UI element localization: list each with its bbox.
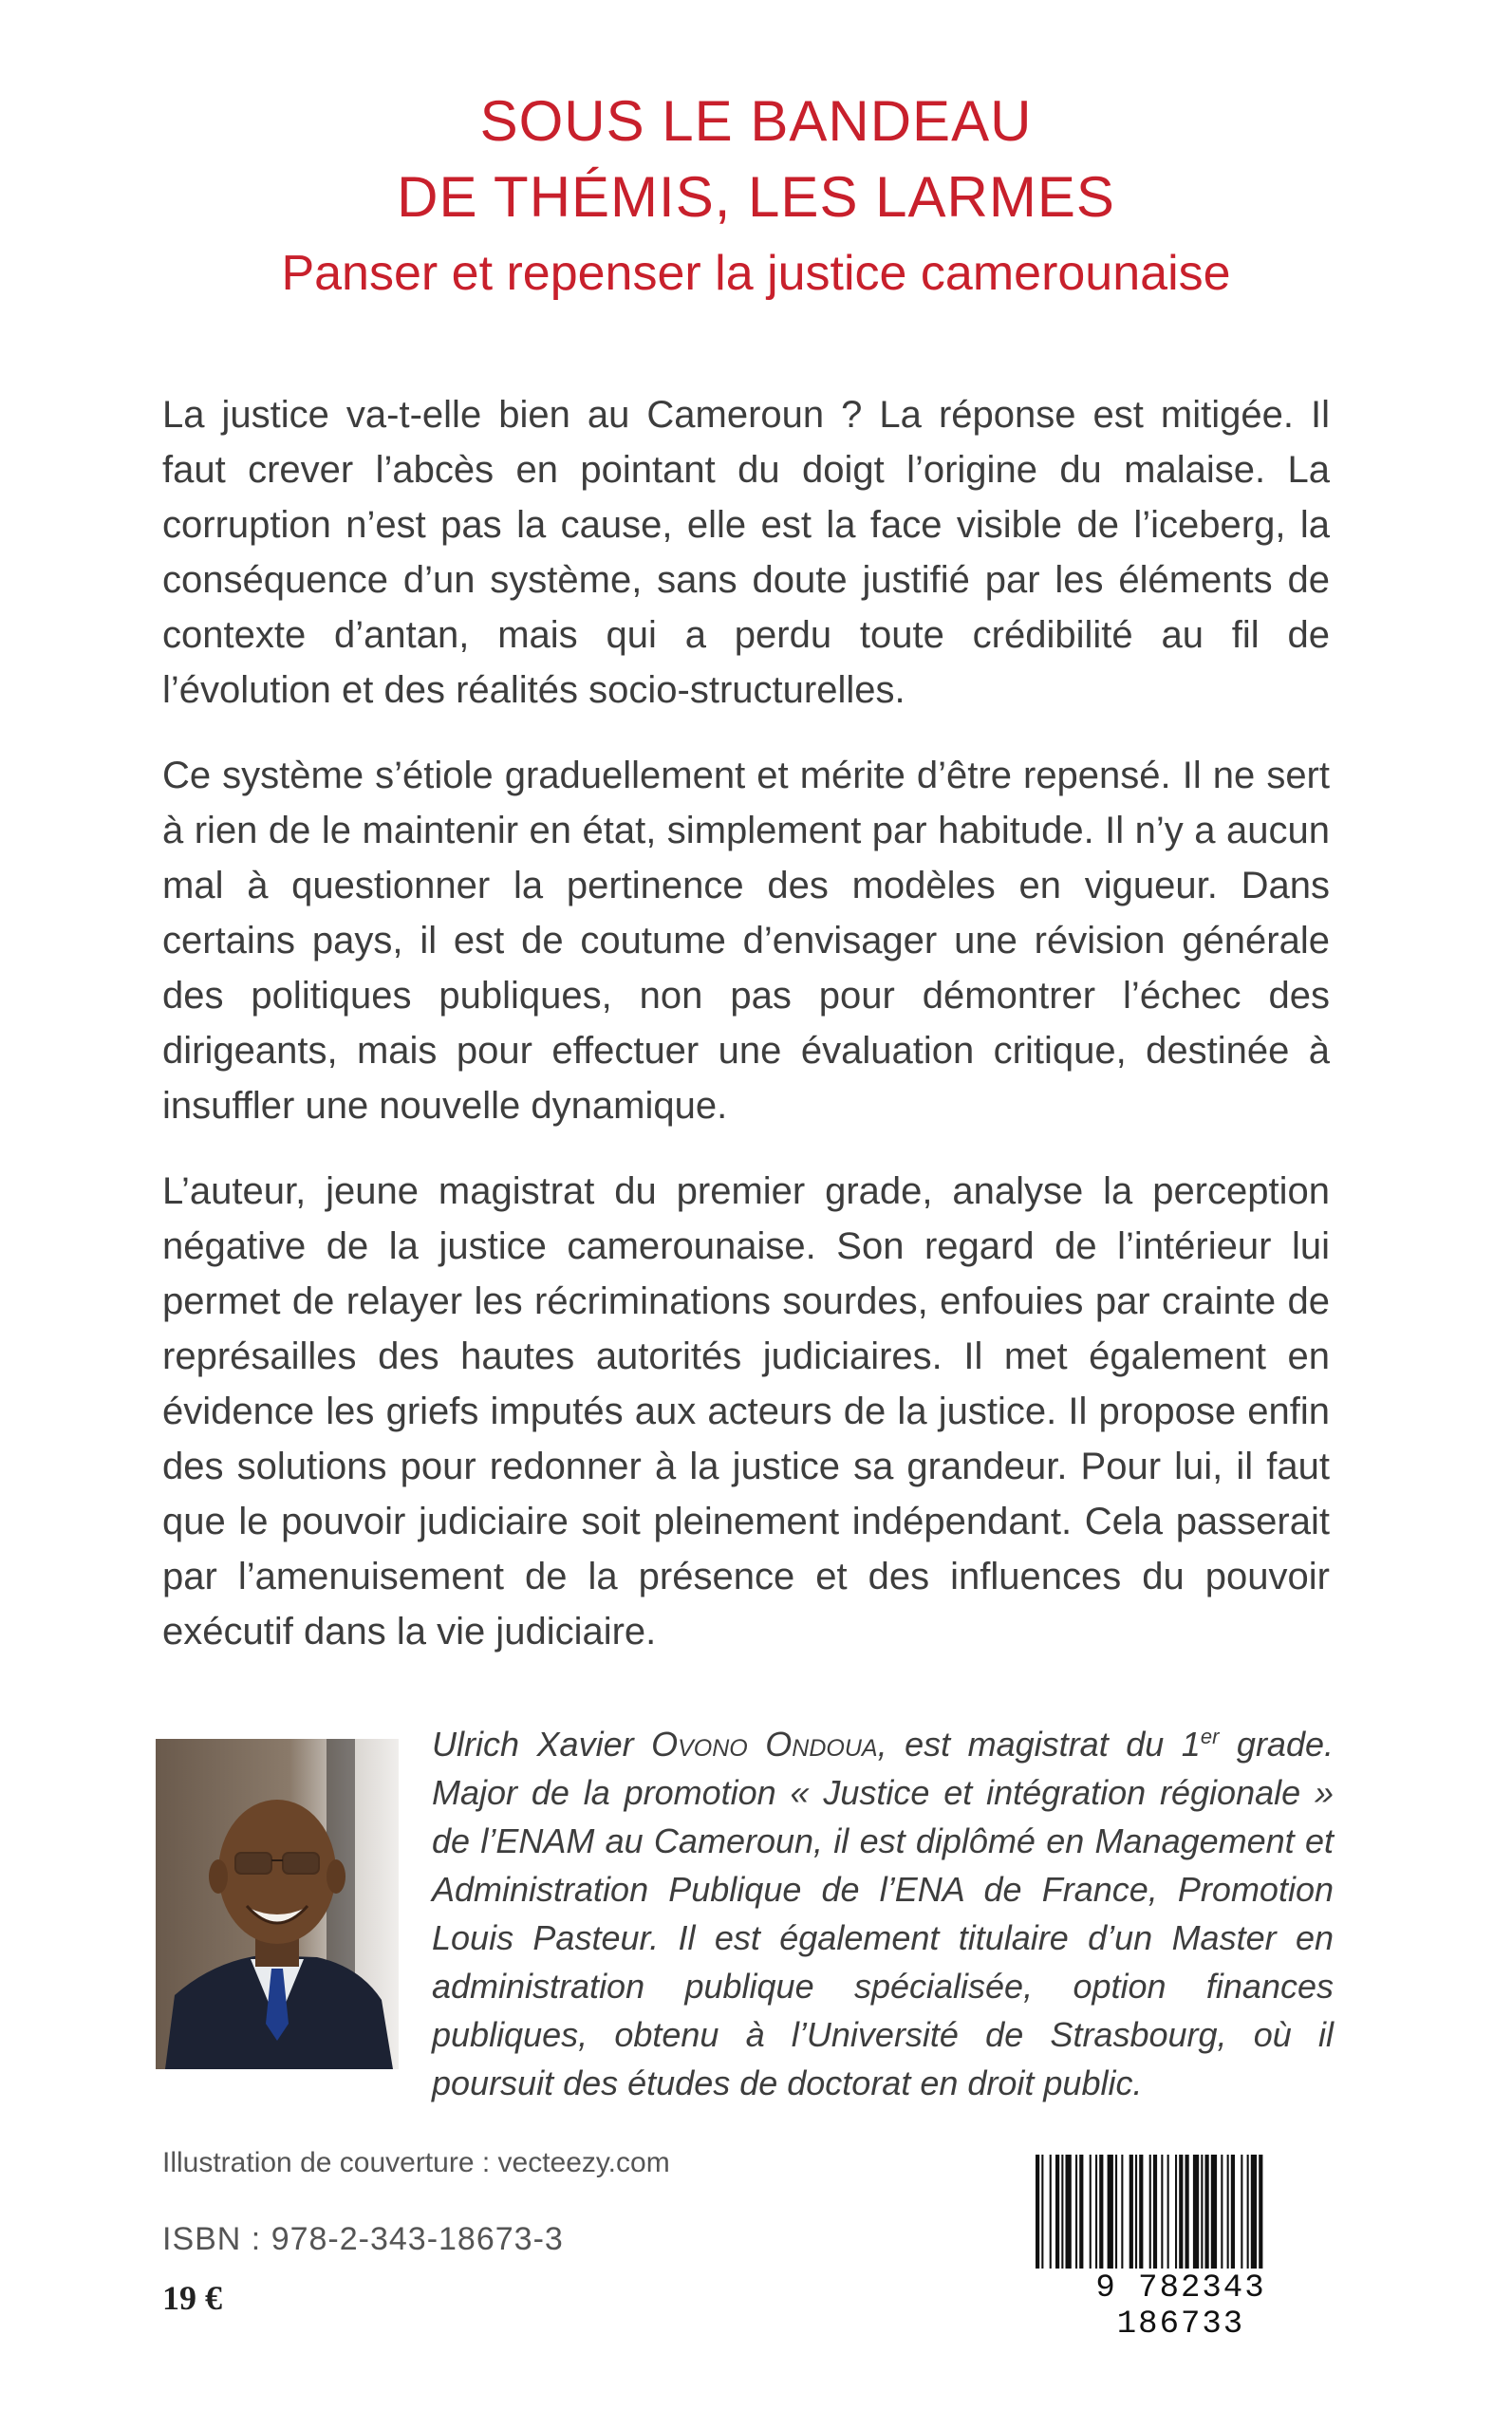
book-price: 19 € <box>162 2279 222 2317</box>
author-grade-superscript: er <box>1200 1725 1220 1748</box>
cover-illustration-credit: Illustration de couverture : vecteezy.com <box>162 2147 670 2178</box>
barcode-digits: 9 782343 186733 <box>1030 2270 1332 2343</box>
book-subtitle: Panser et repenser la justice camerounaise <box>281 246 1231 301</box>
author-last-name: Ovono Ondoua <box>651 1725 878 1764</box>
summary-paragraph-3: L’auteur, jeune magistrat du premier grade, analyse la perception négative de la justice camerounaise. Son regard de l’intérieur lui permet de relayer les récriminations sourdes, enfouies par crainte de représailles des hautes autorités judiciaires. Il met également en évidence les griefs imputés aux acteurs de la justice. Il propose enfin des solutions pour redonner à la justice sa grandeur. Pour lui, il faut que le pouvoir judiciaire soit pleinement indépendant. Cela passerait par l’amenuisement de la présence et des influences du pouvoir exécutif dans la vie judiciaire. <box>162 1170 1330 1653</box>
author-bio <box>432 1720 1334 2107</box>
summary-paragraph-2: Ce système s’étiole graduellement et mérite d’être repensé. Il ne sert à rien de le maintenir en état, simplement par habitude. Il n’y a aucun mal à questionner la pertinence des modèles en vigueur. Dans certains pays, il est de coutume d’envisager une révision générale des politiques publiques, non pas pour démontrer l’échec des dirigeants, mais pour effectuer une évaluation critique, destinée à insuffler une nouvelle dynamique. <box>162 755 1330 1127</box>
author-photo <box>156 1739 399 2069</box>
author-first-name: Ulrich Xavier <box>432 1725 634 1764</box>
cover-title-block <box>0 84 1512 308</box>
book-title-line-1: SOUS LE BANDEAU <box>479 89 1033 153</box>
summary-paragraph-1: La justice va-t-elle bien au Cameroun ? La réponse est mitigée. Il faut crever l’abcès en pointant du doigt l’origine du malaise. La corruption n’est pas la cause, elle est la face visible de l’iceberg, la conséquence d’un système, sans doute justifié par les éléments de contexte d’antan, mais qui a perdu toute crédibilité au fil de l’évolution et des réalités socio-structurelles. <box>162 394 1330 711</box>
author-intro-end: grade. <box>1219 1725 1334 1764</box>
author-bio-text: Major de la promotion « Justice et intégration régionale » de l’ENAM au Cameroun, il est diplômé en Management et Administration Publique de l’ENA de France, Promotion Louis Pasteur. Il est également titulaire d’un Master en administration publique spécialisée, option finances publiques, obtenu à l’Université de Strasbourg, où il poursuit des études de doctorat en droit public. <box>432 1773 1334 2102</box>
book-title-line-2: DE THÉMIS, LES LARMES <box>397 165 1115 229</box>
isbn-number: ISBN : 978-2-343-18673-3 <box>162 2221 564 2257</box>
author-intro: , est magistrat du 1 <box>877 1725 1201 1764</box>
